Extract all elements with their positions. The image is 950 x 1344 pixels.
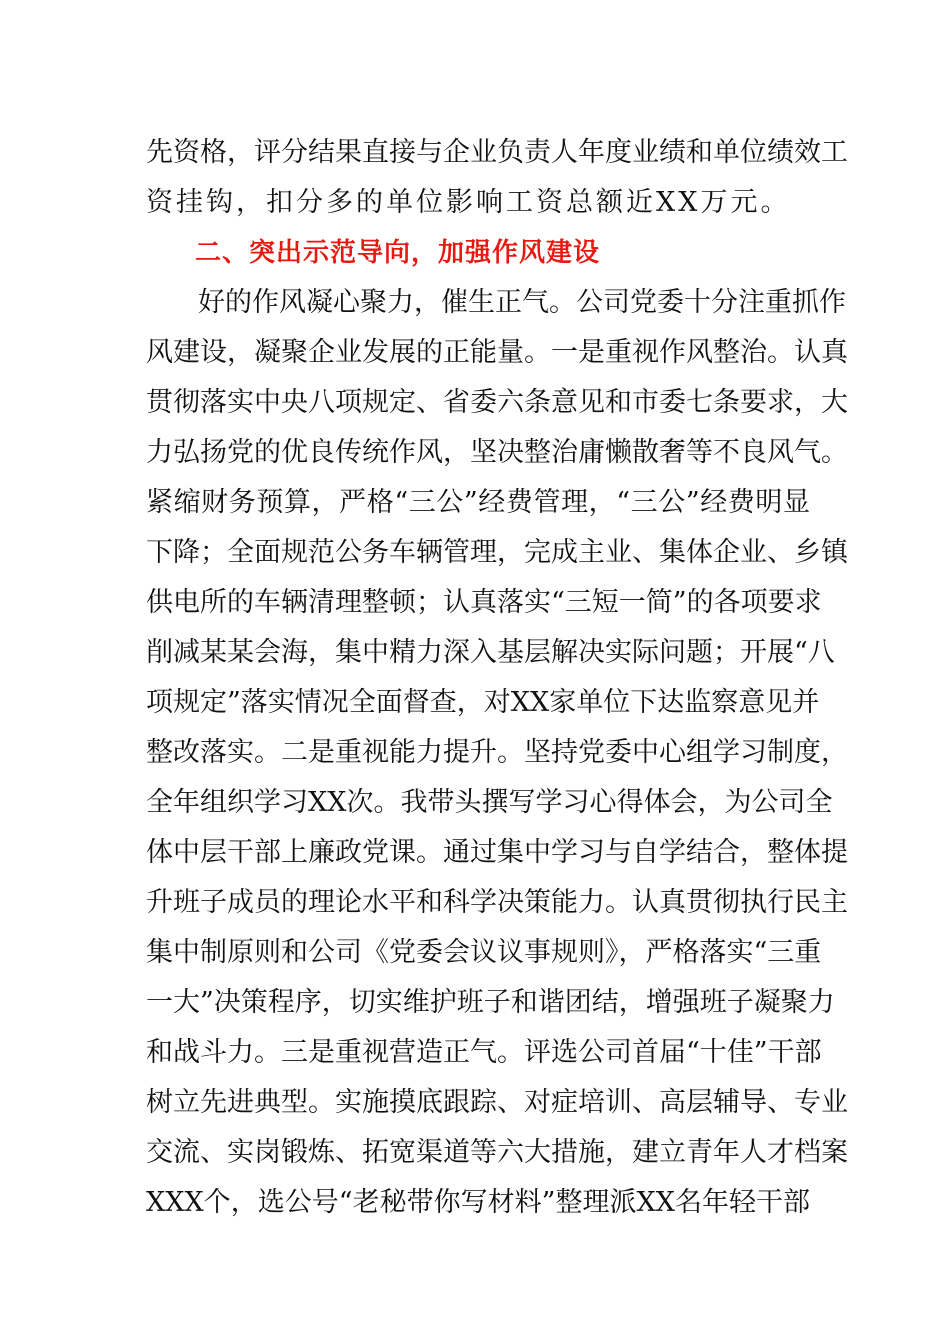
paragraph-line-15: 一大”决策程序，切实维护班子和谐团结，增强班子凝聚力 [146, 987, 835, 1018]
paragraph-line-10: 整改落实。二是重视能力提升。坚持党委中心组学习制度， [146, 737, 848, 768]
paragraph-line-5: 紧缩财务预算，严格“三公”经费管理，“三公”经费明显 [146, 487, 810, 518]
paragraph-line-2: 风建设，凝聚企业发展的正能量。一是重视作风整治。认真 [146, 337, 848, 368]
paragraph-line-14: 集中制原则和公司《党委会议议事规则》，严格落实“三重 [146, 937, 822, 968]
paragraph-line-4: 力弘扬党的优良传统作风，坚决整治庸懒散奢等不良风气。 [146, 437, 848, 468]
paragraph-line-12: 体中层干部上廉政党课。通过集中学习与自学结合，整体提 [146, 837, 848, 868]
paragraph-line-19: XXX个，选公号“老秘带你写材料”整理派XX名年轻干部 [146, 1187, 810, 1218]
paragraph-line-17: 树立先进典型。实施摸底跟踪、对症培训、高层辅导、专业 [146, 1087, 848, 1118]
paragraph-line-9: 项规定”落实情况全面督查，对XX家单位下达监察意见并 [146, 687, 820, 718]
paragraph-line-8: 削减某某会海，集中精力深入基层解决实际问题；开展“八 [146, 637, 835, 668]
paragraph-line-3: 贯彻落实中央八项规定、省委六条意见和市委七条要求，大 [146, 387, 848, 418]
section-heading: 二、突出示范导向，加强作风建设 [195, 238, 601, 268]
paragraph-line-18: 交流、实岗锻炼、拓宽渠道等六大措施，建立青年人才档案 [146, 1137, 848, 1168]
document-body [146, 128, 848, 1228]
intro-line-1: 先资格，评分结果直接与企业负责人年度业绩和单位绩效工 [146, 137, 848, 168]
intro-line-2: 资挂钩，扣分多的单位影响工资总额近XX万元。 [146, 187, 791, 218]
paragraph-line-6: 下降；全面规范公务车辆管理，完成主业、集体企业、乡镇 [146, 537, 848, 568]
paragraph-line-11: 全年组织学习XX次。我带头撰写学习心得体会，为公司全 [146, 787, 833, 818]
paragraph-line-13: 升班子成员的理论水平和科学决策能力。认真贯彻执行民主 [146, 887, 848, 918]
paragraph-line-1: 好的作风凝心聚力，催生正气。公司党委十分注重抓作 [198, 287, 846, 318]
paragraph-line-7: 供电所的车辆清理整顿；认真落实“三短一简”的各项要求 [146, 587, 822, 618]
paragraph-line-16: 和战斗力。三是重视营造正气。评选公司首届“十佳”干部 [146, 1037, 822, 1068]
